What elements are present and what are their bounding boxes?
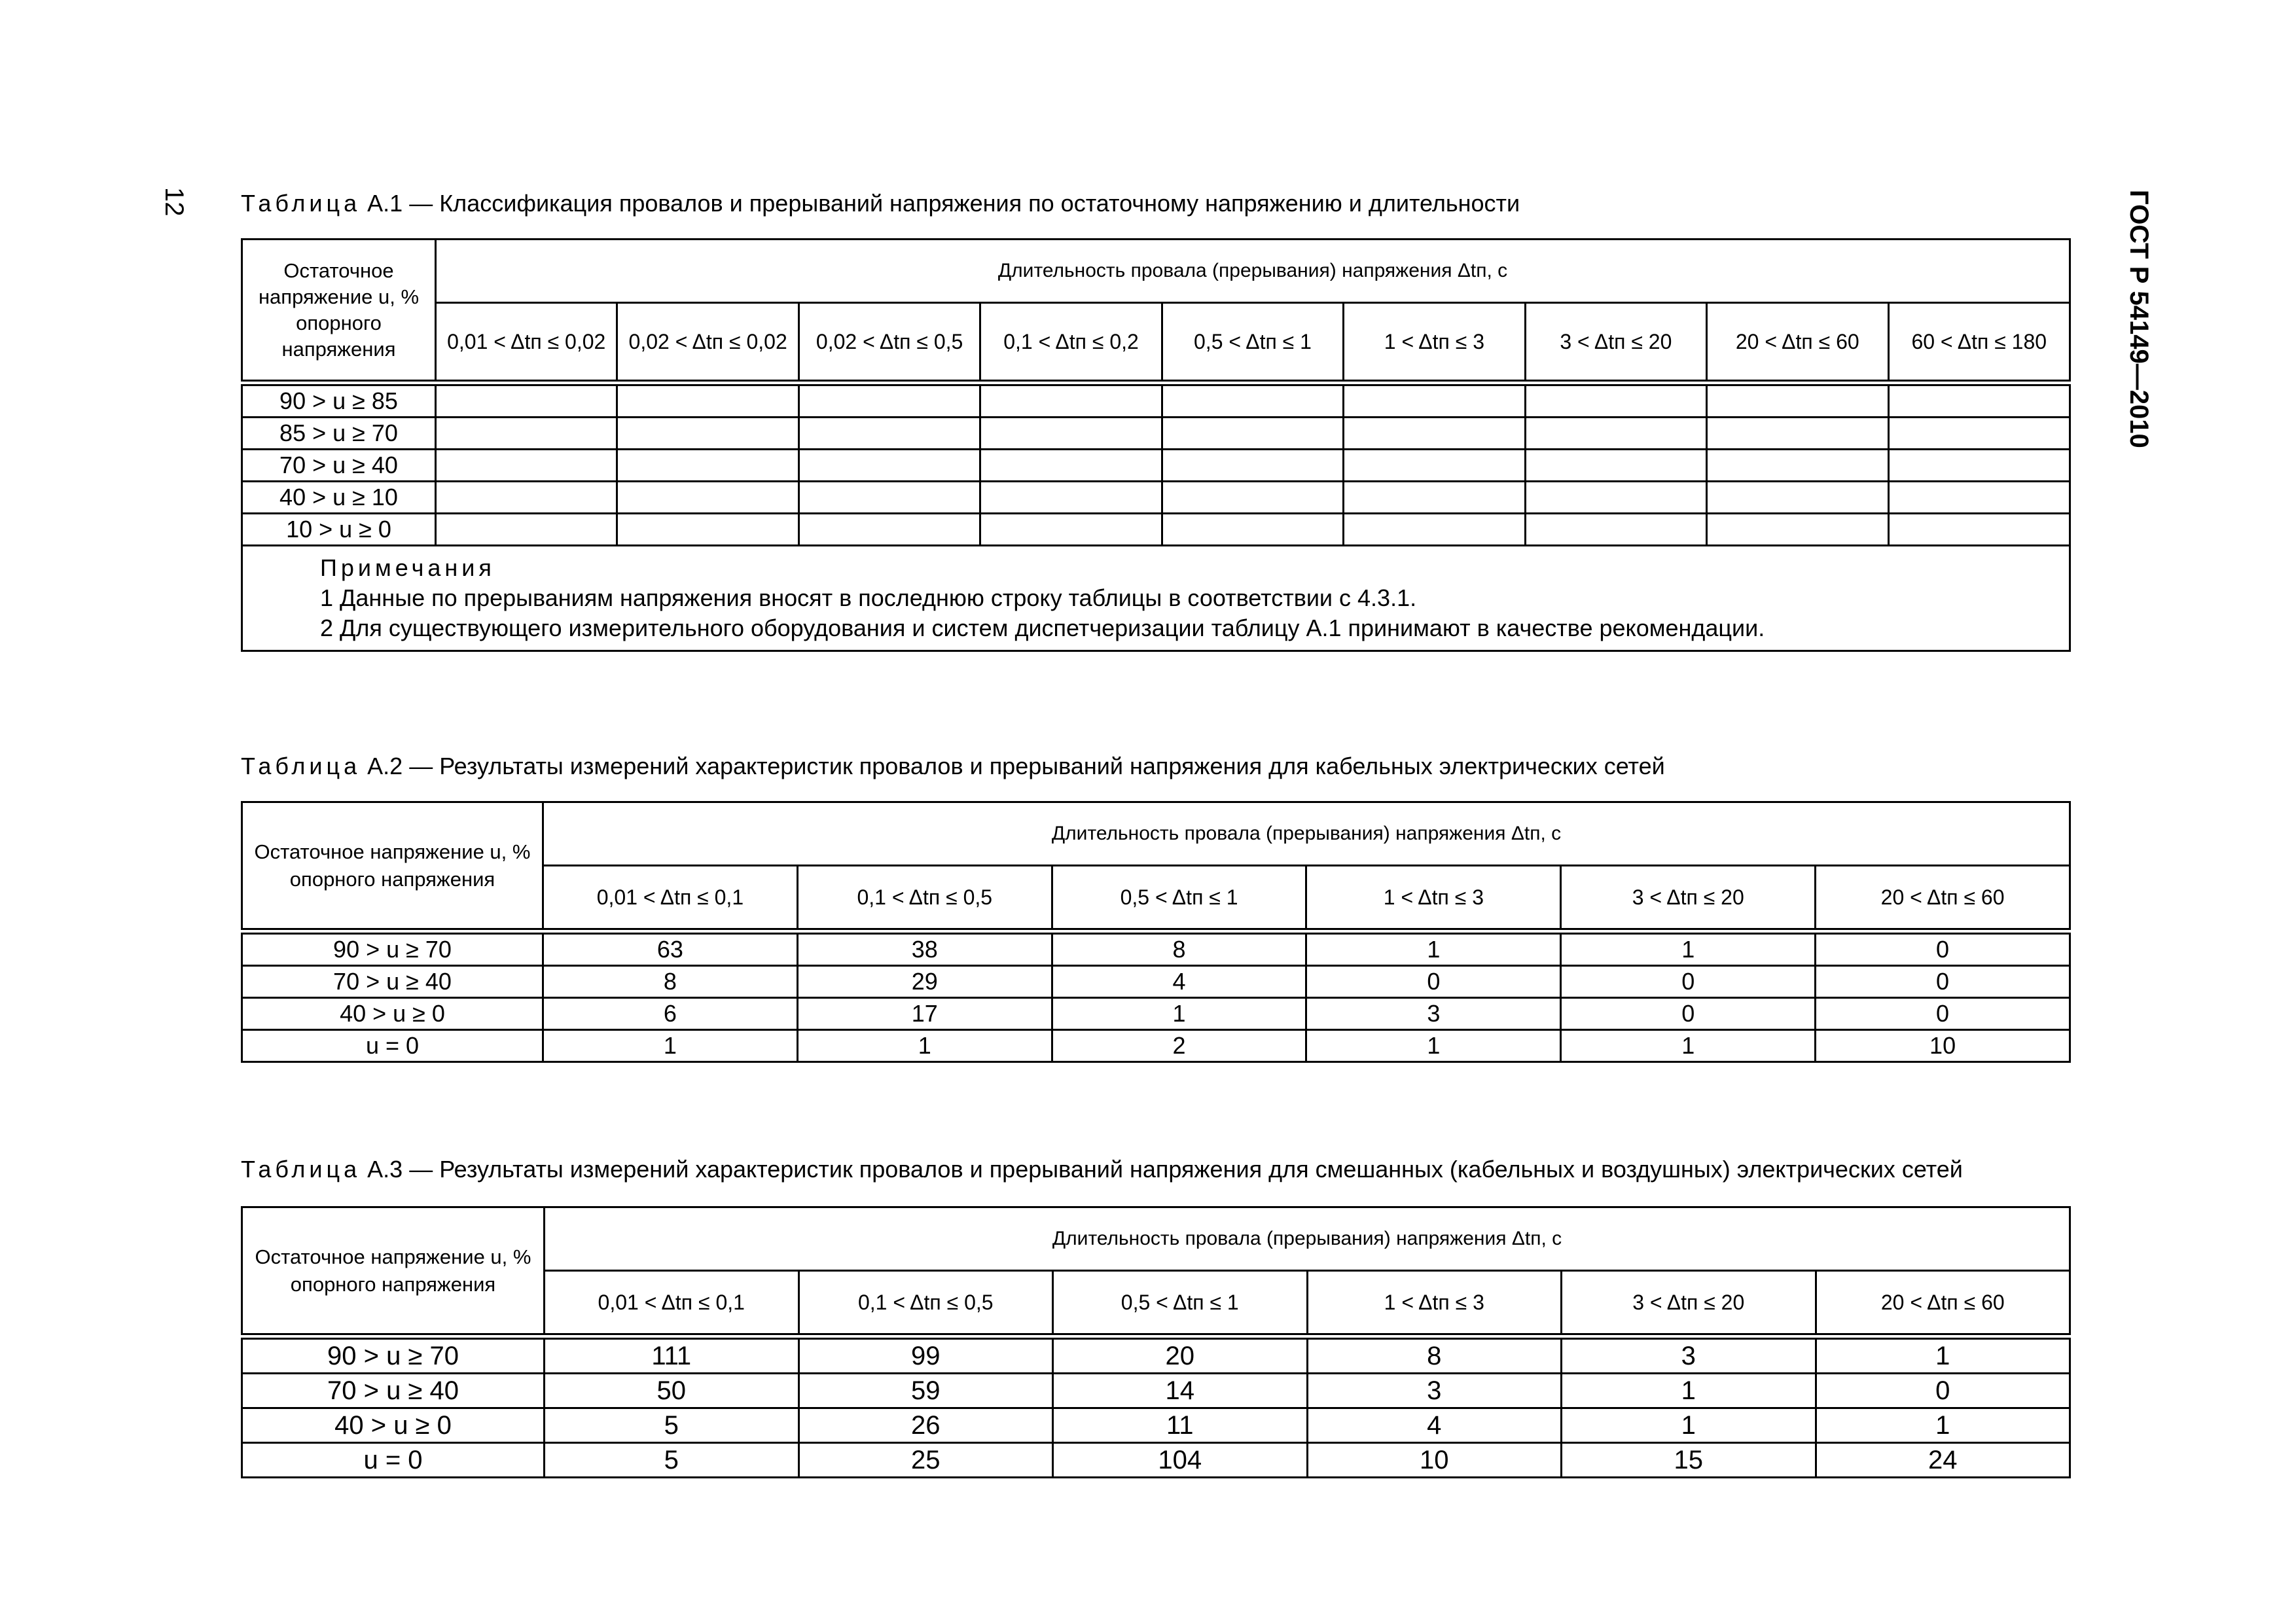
table-cell: 15 bbox=[1562, 1443, 1816, 1478]
table-row bbox=[242, 450, 2070, 482]
row-label: 70 > u ≥ 40 bbox=[242, 450, 436, 482]
table-cell bbox=[1525, 383, 1706, 418]
column-header: 0,5 < Δtп ≤ 1 bbox=[1052, 866, 1306, 932]
table-cell bbox=[980, 418, 1162, 450]
row-label: 85 > u ≥ 70 bbox=[242, 418, 436, 450]
column-header: 3 < Δtп ≤ 20 bbox=[1525, 303, 1706, 383]
table-cell: 38 bbox=[797, 931, 1052, 966]
column-header: 60 < Δtп ≤ 180 bbox=[1888, 303, 2070, 383]
table2 bbox=[241, 801, 2071, 1063]
table-cell bbox=[1888, 418, 2070, 450]
table-cell: 0 bbox=[1816, 1374, 2070, 1408]
table-cell bbox=[1707, 482, 1888, 514]
table-cell: 5 bbox=[545, 1443, 799, 1478]
table-cell bbox=[436, 482, 617, 514]
row-label: 90 > u ≥ 85 bbox=[242, 383, 436, 418]
table-cell: 11 bbox=[1053, 1408, 1308, 1443]
table-cell: 6 bbox=[543, 998, 798, 1030]
table-cell: 1 bbox=[797, 1030, 1052, 1062]
table-cell bbox=[1888, 482, 2070, 514]
table-cell: 1 bbox=[1561, 1030, 1816, 1062]
column-header: 0,01 < Δtп ≤ 0,1 bbox=[543, 866, 798, 932]
table-cell bbox=[1344, 418, 1525, 450]
table-cell bbox=[798, 418, 980, 450]
row-label: 90 > u ≥ 70 bbox=[242, 931, 543, 966]
table-cell bbox=[798, 383, 980, 418]
table3 bbox=[241, 1206, 2071, 1478]
table-cell: 3 bbox=[1306, 998, 1561, 1030]
table-row bbox=[242, 482, 2070, 514]
caption-text: А.2 — Результаты измерений характеристик провалов и прерываний напряжения для кабельных электрических сетей bbox=[367, 753, 1665, 779]
table-cell: 20 bbox=[1053, 1336, 1308, 1374]
table-cell: 0 bbox=[1561, 998, 1816, 1030]
caption-label: Таблица bbox=[241, 190, 361, 217]
column-header: 3 < Δtп ≤ 20 bbox=[1562, 1271, 1816, 1337]
table-cell: 3 bbox=[1307, 1374, 1562, 1408]
table-cell: 1 bbox=[1052, 998, 1306, 1030]
column-header: 20 < Δtп ≤ 60 bbox=[1707, 303, 1888, 383]
table-row bbox=[242, 514, 2070, 546]
table-cell bbox=[1344, 383, 1525, 418]
row-label: 40 > u ≥ 0 bbox=[242, 1408, 545, 1443]
table-cell bbox=[617, 482, 798, 514]
table-cell bbox=[1162, 514, 1343, 546]
column-header: 3 < Δtп ≤ 20 bbox=[1561, 866, 1816, 932]
table-cell: 50 bbox=[545, 1374, 799, 1408]
table-row bbox=[242, 1030, 2070, 1062]
table-cell: 2 bbox=[1052, 1030, 1306, 1062]
notes-title: Примечания bbox=[320, 554, 495, 581]
corner-header: Остаточное напряжение u, % опорного напряжения bbox=[242, 240, 436, 383]
table-cell: 17 bbox=[797, 998, 1052, 1030]
table-cell bbox=[980, 514, 1162, 546]
table-cell: 1 bbox=[1562, 1374, 1816, 1408]
table-cell: 8 bbox=[1307, 1336, 1562, 1374]
table-cell bbox=[1525, 418, 1706, 450]
table-cell: 4 bbox=[1307, 1408, 1562, 1443]
table-cell bbox=[1707, 450, 1888, 482]
table-cell: 111 bbox=[545, 1336, 799, 1374]
table-cell: 1 bbox=[1816, 1336, 2070, 1374]
table-row bbox=[242, 1443, 2070, 1478]
column-header: 0,1 < Δtп ≤ 0,2 bbox=[980, 303, 1162, 383]
table-cell: 25 bbox=[798, 1443, 1053, 1478]
table-cell bbox=[798, 514, 980, 546]
table-cell: 3 bbox=[1562, 1336, 1816, 1374]
table-cell: 4 bbox=[1052, 966, 1306, 998]
table-cell bbox=[617, 383, 798, 418]
table-cell bbox=[1707, 418, 1888, 450]
row-label: 40 > u ≥ 0 bbox=[242, 998, 543, 1030]
table-cell: 1 bbox=[1816, 1408, 2070, 1443]
table2-caption bbox=[241, 753, 1665, 780]
table-row bbox=[242, 1408, 2070, 1443]
table-row bbox=[242, 418, 2070, 450]
column-header: 0,01 < Δtп ≤ 0,02 bbox=[436, 303, 617, 383]
table-cell bbox=[980, 450, 1162, 482]
table3-caption bbox=[241, 1156, 1963, 1183]
row-label: u = 0 bbox=[242, 1030, 543, 1062]
column-header: 0,01 < Δtп ≤ 0,1 bbox=[545, 1271, 799, 1337]
table-cell bbox=[1888, 383, 2070, 418]
table-cell bbox=[436, 514, 617, 546]
column-header: 1 < Δtп ≤ 3 bbox=[1306, 866, 1561, 932]
column-header: 0,1 < Δtп ≤ 0,5 bbox=[798, 1271, 1053, 1337]
column-header: 1 < Δtп ≤ 3 bbox=[1307, 1271, 1562, 1337]
table-cell: 104 bbox=[1053, 1443, 1308, 1478]
table-cell bbox=[1344, 482, 1525, 514]
table-cell: 1 bbox=[1562, 1408, 1816, 1443]
table-cell: 5 bbox=[545, 1408, 799, 1443]
table-cell: 63 bbox=[543, 931, 798, 966]
table-cell bbox=[1162, 418, 1343, 450]
table-cell: 59 bbox=[798, 1374, 1053, 1408]
table-cell bbox=[1707, 514, 1888, 546]
table-cell: 99 bbox=[798, 1336, 1053, 1374]
table-cell bbox=[617, 450, 798, 482]
column-header: 20 < Δtп ≤ 60 bbox=[1816, 1271, 2070, 1337]
table-cell bbox=[1344, 514, 1525, 546]
table-cell: 26 bbox=[798, 1408, 1053, 1443]
group-header: Длительность провала (прерывания) напряжения Δtп, с bbox=[436, 240, 2070, 303]
table-cell bbox=[617, 514, 798, 546]
table-cell: 8 bbox=[543, 966, 798, 998]
table-cell bbox=[1162, 383, 1343, 418]
table-cell bbox=[436, 418, 617, 450]
table-cell bbox=[980, 383, 1162, 418]
table1-caption bbox=[241, 190, 1520, 217]
table-cell bbox=[980, 482, 1162, 514]
table-cell bbox=[436, 450, 617, 482]
table-cell bbox=[1162, 482, 1343, 514]
table-cell: 1 bbox=[1561, 931, 1816, 966]
table-cell: 0 bbox=[1816, 998, 2070, 1030]
table-cell: 24 bbox=[1816, 1443, 2070, 1478]
table-cell: 1 bbox=[1306, 1030, 1561, 1062]
column-header: 20 < Δtп ≤ 60 bbox=[1816, 866, 2070, 932]
table-row bbox=[242, 966, 2070, 998]
table-cell: 8 bbox=[1052, 931, 1306, 966]
table-row bbox=[242, 998, 2070, 1030]
table-row bbox=[242, 383, 2070, 418]
table-cell: 10 bbox=[1816, 1030, 2070, 1062]
row-label: 70 > u ≥ 40 bbox=[242, 1374, 545, 1408]
table-cell: 10 bbox=[1307, 1443, 1562, 1478]
notes bbox=[242, 546, 2070, 651]
table-cell bbox=[798, 482, 980, 514]
column-header: 1 < Δtп ≤ 3 bbox=[1344, 303, 1525, 383]
table-cell: 29 bbox=[797, 966, 1052, 998]
table-cell: 0 bbox=[1306, 966, 1561, 998]
column-header: 0,5 < Δtп ≤ 1 bbox=[1162, 303, 1343, 383]
caption-label: Таблица bbox=[241, 1156, 361, 1183]
table-cell bbox=[1888, 514, 2070, 546]
table-row bbox=[242, 1336, 2070, 1374]
row-label: 90 > u ≥ 70 bbox=[242, 1336, 545, 1374]
row-label: 70 > u ≥ 40 bbox=[242, 966, 543, 998]
standard-code: ГОСТ Р 54149—2010 bbox=[2125, 190, 2153, 448]
column-header: 0,5 < Δtп ≤ 1 bbox=[1053, 1271, 1308, 1337]
table-cell bbox=[436, 383, 617, 418]
caption-text: А.3 — Результаты измерений характеристик провалов и прерываний напряжения для смешанных (кабельных и воздушных) электрических сетей bbox=[367, 1156, 1963, 1183]
table-cell bbox=[1888, 450, 2070, 482]
column-header: 0,1 < Δtп ≤ 0,5 bbox=[797, 866, 1052, 932]
table1 bbox=[241, 238, 2071, 652]
table-row bbox=[242, 931, 2070, 966]
table-cell bbox=[798, 450, 980, 482]
table-cell: 0 bbox=[1561, 966, 1816, 998]
table-cell: 1 bbox=[1306, 931, 1561, 966]
caption-text: А.1 — Классификация провалов и прерываний напряжения по остаточному напряжению и длительности bbox=[367, 190, 1520, 217]
page-number: 12 bbox=[160, 187, 188, 217]
note-1: 1 Данные по прерываниям напряжения вносят в последнюю строку таблицы в соответствии с 4.3.1. bbox=[320, 584, 1417, 611]
table-cell: 1 bbox=[543, 1030, 798, 1062]
table-cell: 14 bbox=[1053, 1374, 1308, 1408]
row-label: u = 0 bbox=[242, 1443, 545, 1478]
table-cell bbox=[1525, 450, 1706, 482]
table-cell bbox=[1162, 450, 1343, 482]
table-cell: 0 bbox=[1816, 966, 2070, 998]
table-cell bbox=[1525, 482, 1706, 514]
row-label: 10 > u ≥ 0 bbox=[242, 514, 436, 546]
table-row bbox=[242, 1374, 2070, 1408]
table-cell bbox=[1525, 514, 1706, 546]
table-cell bbox=[617, 418, 798, 450]
column-header: 0,02 < Δtп ≤ 0,5 bbox=[798, 303, 980, 383]
corner-header: Остаточное напряжение u, % опорного напряжения bbox=[242, 802, 543, 932]
group-header: Длительность провала (прерывания) напряжения Δtп, с bbox=[543, 802, 2070, 866]
caption-label: Таблица bbox=[241, 753, 361, 779]
table-cell: 0 bbox=[1816, 931, 2070, 966]
table-cell bbox=[1707, 383, 1888, 418]
column-header: 0,02 < Δtп ≤ 0,02 bbox=[617, 303, 798, 383]
corner-header: Остаточное напряжение u, % опорного напряжения bbox=[242, 1207, 545, 1337]
table-cell bbox=[1344, 450, 1525, 482]
group-header: Длительность провала (прерывания) напряжения Δtп, с bbox=[545, 1207, 2070, 1271]
note-2: 2 Для существующего измерительного оборудования и систем диспетчеризации таблицу А.1 принимают в качестве рекомендации. bbox=[320, 615, 1765, 641]
row-label: 40 > u ≥ 10 bbox=[242, 482, 436, 514]
